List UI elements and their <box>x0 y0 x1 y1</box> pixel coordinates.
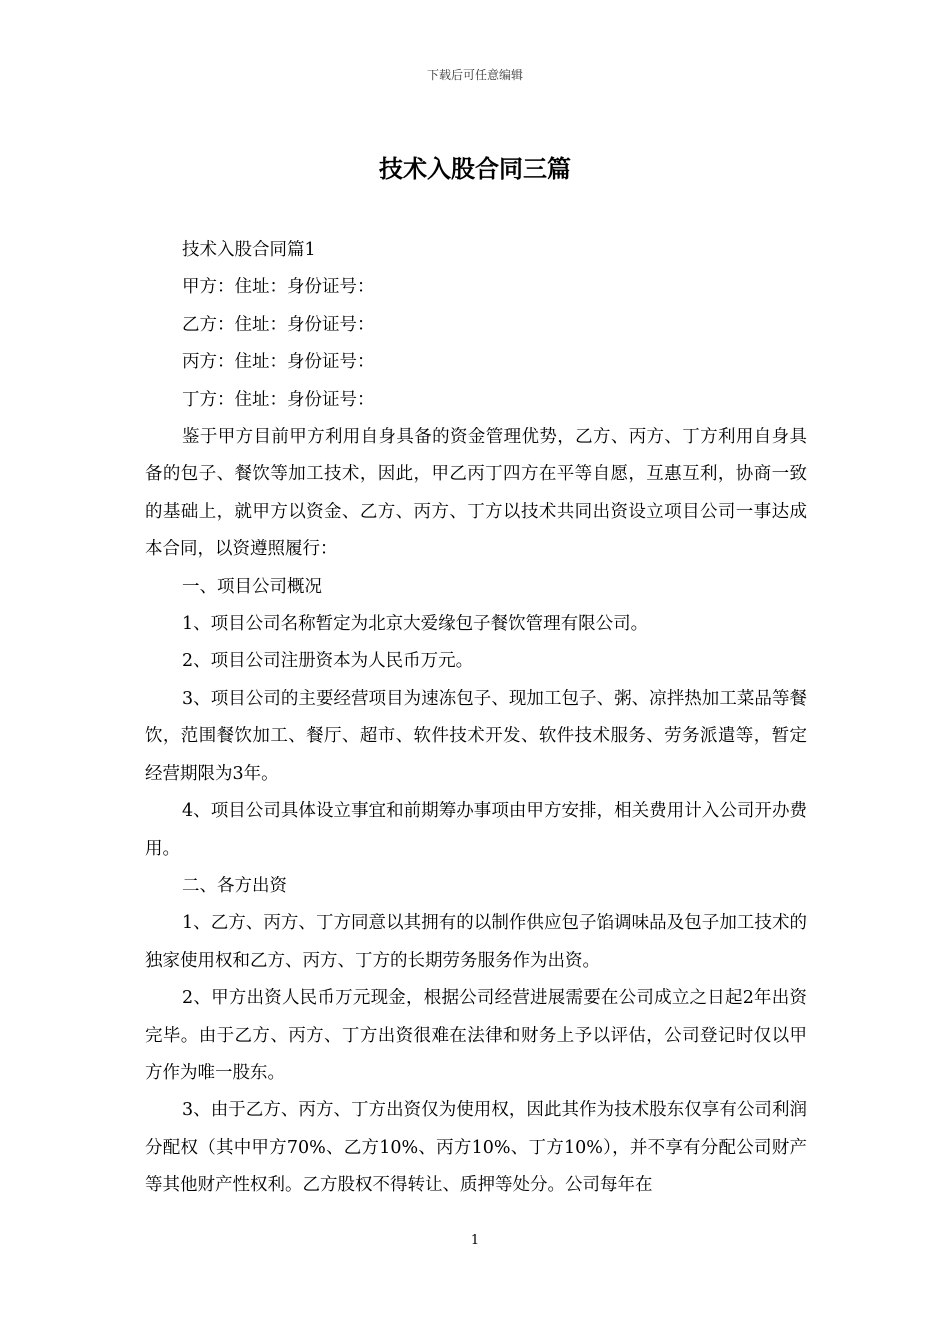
document-title: 技术入股合同三篇 <box>379 154 571 183</box>
clause-2-3: 3、由于乙方、丙方、丁方出资仅为使用权，因此其作为技术股东仅享有公司利润分配权（其中甲方70%、乙方10%、丙方10%、丁方10%），并不享有分配公司财产等其他财产性权利。乙方股权不得转让、质押等处分。公司每年在 <box>145 1100 807 1196</box>
document-body <box>145 232 807 1205</box>
clause-2-2: 2、甲方出资人民币万元现金，根据公司经营进展需要在公司成立之日起2年出资完毕。由于乙方、丙方、丁方出资很难在法律和财务上予以评估，公司登记时仅以甲方作为唯一股东。 <box>145 988 807 1083</box>
section-heading-contributions: 二、各方出资 <box>182 875 287 896</box>
party-a-line: 甲方：住址：身份证号： <box>182 277 375 298</box>
page-number: 1 <box>470 1233 480 1248</box>
header-note: 下载后可任意编辑 <box>426 68 523 82</box>
contract-subtitle: 技术入股合同篇1 <box>182 240 316 260</box>
preamble-paragraph: 鉴于甲方目前甲方利用自身具备的资金管理优势，乙方、丙方、丁方利用自身具备的包子、餐饮等加工技术，因此，甲乙丙丁四方在平等自愿，互惠互利，协商一致的基础上，就甲方以资金、乙方、丙方、丁方以技术共同出资设立项目公司一事达成本合同，以资遵照履行： <box>145 427 807 560</box>
section-heading-overview: 一、项目公司概况 <box>182 576 322 597</box>
clause-2-1: 1、乙方、丙方、丁方同意以其拥有的以制作供应包子馅调味品及包子加工技术的独家使用权和乙方、丙方、丁方的长期劳务服务作为出资。 <box>145 913 807 971</box>
clause-1-4: 4、项目公司具体设立事宜和前期筹办事项由甲方安排，相关费用计入公司开办费用。 <box>145 801 807 859</box>
clause-1-2: 2、项目公司注册资本为人民币万元。 <box>182 651 474 672</box>
clause-1-1: 1、项目公司名称暂定为北京大爱缘包子餐饮管理有限公司。 <box>182 614 649 635</box>
clause-1-3: 3、项目公司的主要经营项目为速冻包子、现加工包子、粥、凉拌热加工菜品等餐饮，范围餐饮加工、餐厅、超市、软件技术开发、软件技术服务、劳务派遣等，暂定经营期限为3年。 <box>145 688 807 784</box>
party-b-line: 乙方：住址：身份证号： <box>182 314 375 335</box>
party-d-line: 丁方：住址：身份证号： <box>182 389 375 410</box>
party-c-line: 丙方：住址：身份证号： <box>182 352 375 373</box>
